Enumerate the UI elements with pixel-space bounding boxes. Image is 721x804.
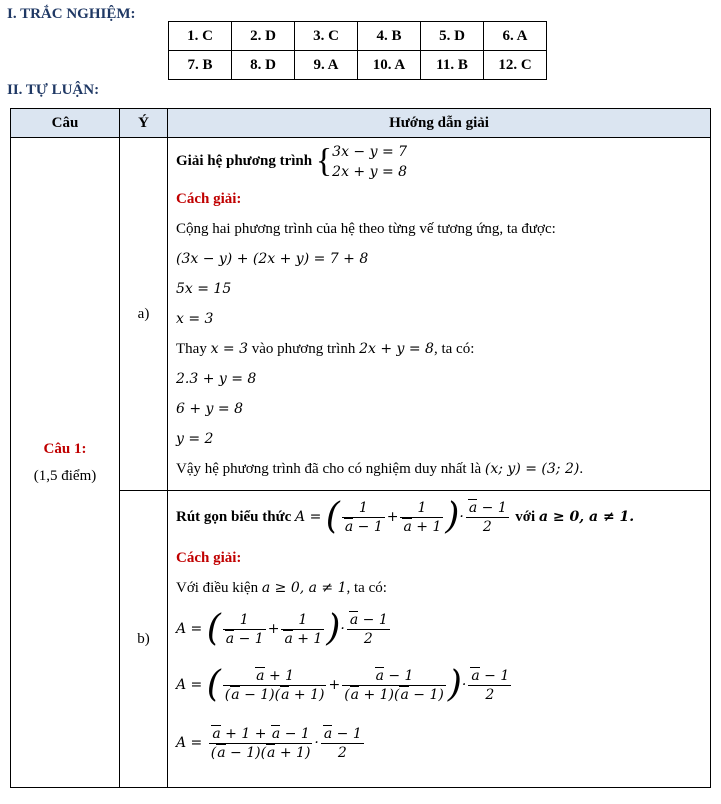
solution-heading: Cách giải: [176, 550, 242, 566]
answer-row [169, 51, 547, 80]
step-b2: A = ( $\frac{a + 1}{(a - 1)(a + 1)}$ + $\frac{a - 1}{(a + 1)(a - 1)}$ )· $\frac{a - 1}{2}$ [176, 664, 510, 705]
sub-text: Thay [176, 341, 207, 357]
answer-cell: 7. B [169, 51, 232, 80]
equation-system [332, 142, 407, 182]
answer-row [169, 22, 547, 51]
problem-text: Giải hệ phương trình [176, 153, 313, 169]
step-2: 5x = 15 [176, 281, 232, 297]
step-b1: A = ( $\frac{1}{a - 1}$ + $\frac{1}{a + 1}$ )· $\frac{a - 1}{2}$ [176, 608, 388, 649]
answer-cell: 2. D [232, 22, 295, 51]
step-5: 6 + y = 8 [176, 401, 243, 417]
step-3: x = 3 [176, 311, 214, 327]
cond-eq: a ≥ 0, a ≠ 1 [261, 580, 347, 596]
equation-2: 2x + y = 8 [332, 163, 408, 180]
sub-text: , ta có: [433, 341, 475, 357]
answer-table [168, 21, 547, 80]
header-guide: Hướng dẫn giải [168, 109, 711, 138]
expression-A: A = ( $\frac{1}{a - 1}$ + $\frac{1}{a + 1}$ )· $\frac{a - 1}{2}$ [295, 496, 507, 537]
conclusion-line [176, 454, 702, 484]
part-b-label: b) [120, 491, 168, 788]
part-b-problem [176, 491, 702, 543]
part-a-guide [168, 138, 711, 491]
section2-title: II. TỰ LUẬN: [7, 82, 100, 98]
part-a-label: a) [120, 138, 168, 491]
problem-text: Rút gọn biểu thức [176, 509, 292, 525]
part-a-problem [176, 138, 702, 184]
header-y: Ý [120, 109, 168, 138]
answer-cell: 1. C [169, 22, 232, 51]
conclusion-eq: (x; y) = (3; 2) [484, 461, 580, 477]
condition-line [176, 573, 702, 603]
substitution-line [176, 334, 702, 364]
answer-cell: 8. D [232, 51, 295, 80]
sub-eq: 2x + y = 8 [359, 341, 434, 357]
step-6: y = 2 [176, 431, 214, 447]
cond-text: Với điều kiện [176, 580, 259, 596]
header-cau: Câu [11, 109, 120, 138]
header-row [11, 109, 711, 138]
question-title: Câu 1: [43, 440, 87, 457]
answer-cell: 12. C [484, 51, 547, 80]
answer-cell: 3. C [295, 22, 358, 51]
part-a-row [11, 138, 711, 491]
with-text: với [515, 509, 536, 525]
answer-cell: 9. A [295, 51, 358, 80]
conclusion-text: Vậy hệ phương trình đã cho có nghiệm duy nhất là [176, 461, 482, 477]
solution-table [10, 108, 711, 788]
step-b3: A = $\frac{a + 1 + a - 1}{(a - 1)(a + 1)}$ · $\frac{a - 1}{2}$ [176, 725, 362, 761]
conclusion-end: . [579, 461, 584, 477]
question-points: (1,5 điểm) [33, 467, 97, 484]
question-cell [11, 138, 120, 788]
answer-cell: 5. D [421, 22, 484, 51]
answer-cell: 11. B [421, 51, 484, 80]
step-1: (3x − y) + (2x + y) = 7 + 8 [176, 251, 369, 267]
part-b-guide [168, 491, 711, 788]
step-4: 2.3 + y = 8 [176, 371, 257, 387]
section1-title: I. TRẮC NGHIỆM: [7, 6, 136, 22]
sub-text: vào phương trình [251, 341, 356, 357]
condition-eq: a ≥ 0, a ≠ 1. [538, 509, 635, 525]
equation-1: 3x − y = 7 [332, 143, 408, 160]
answer-cell: 10. A [358, 51, 421, 80]
answer-cell: 4. B [358, 22, 421, 51]
intro-text: Cộng hai phương trình của hệ theo từng vế tương ứng, ta được: [176, 221, 556, 237]
brace-icon: { [315, 142, 333, 180]
sub-eq: x = 3 [210, 341, 249, 357]
cond-end: , ta có: [346, 580, 387, 596]
solution-heading: Cách giải: [176, 191, 242, 207]
answer-cell: 6. A [484, 22, 547, 51]
